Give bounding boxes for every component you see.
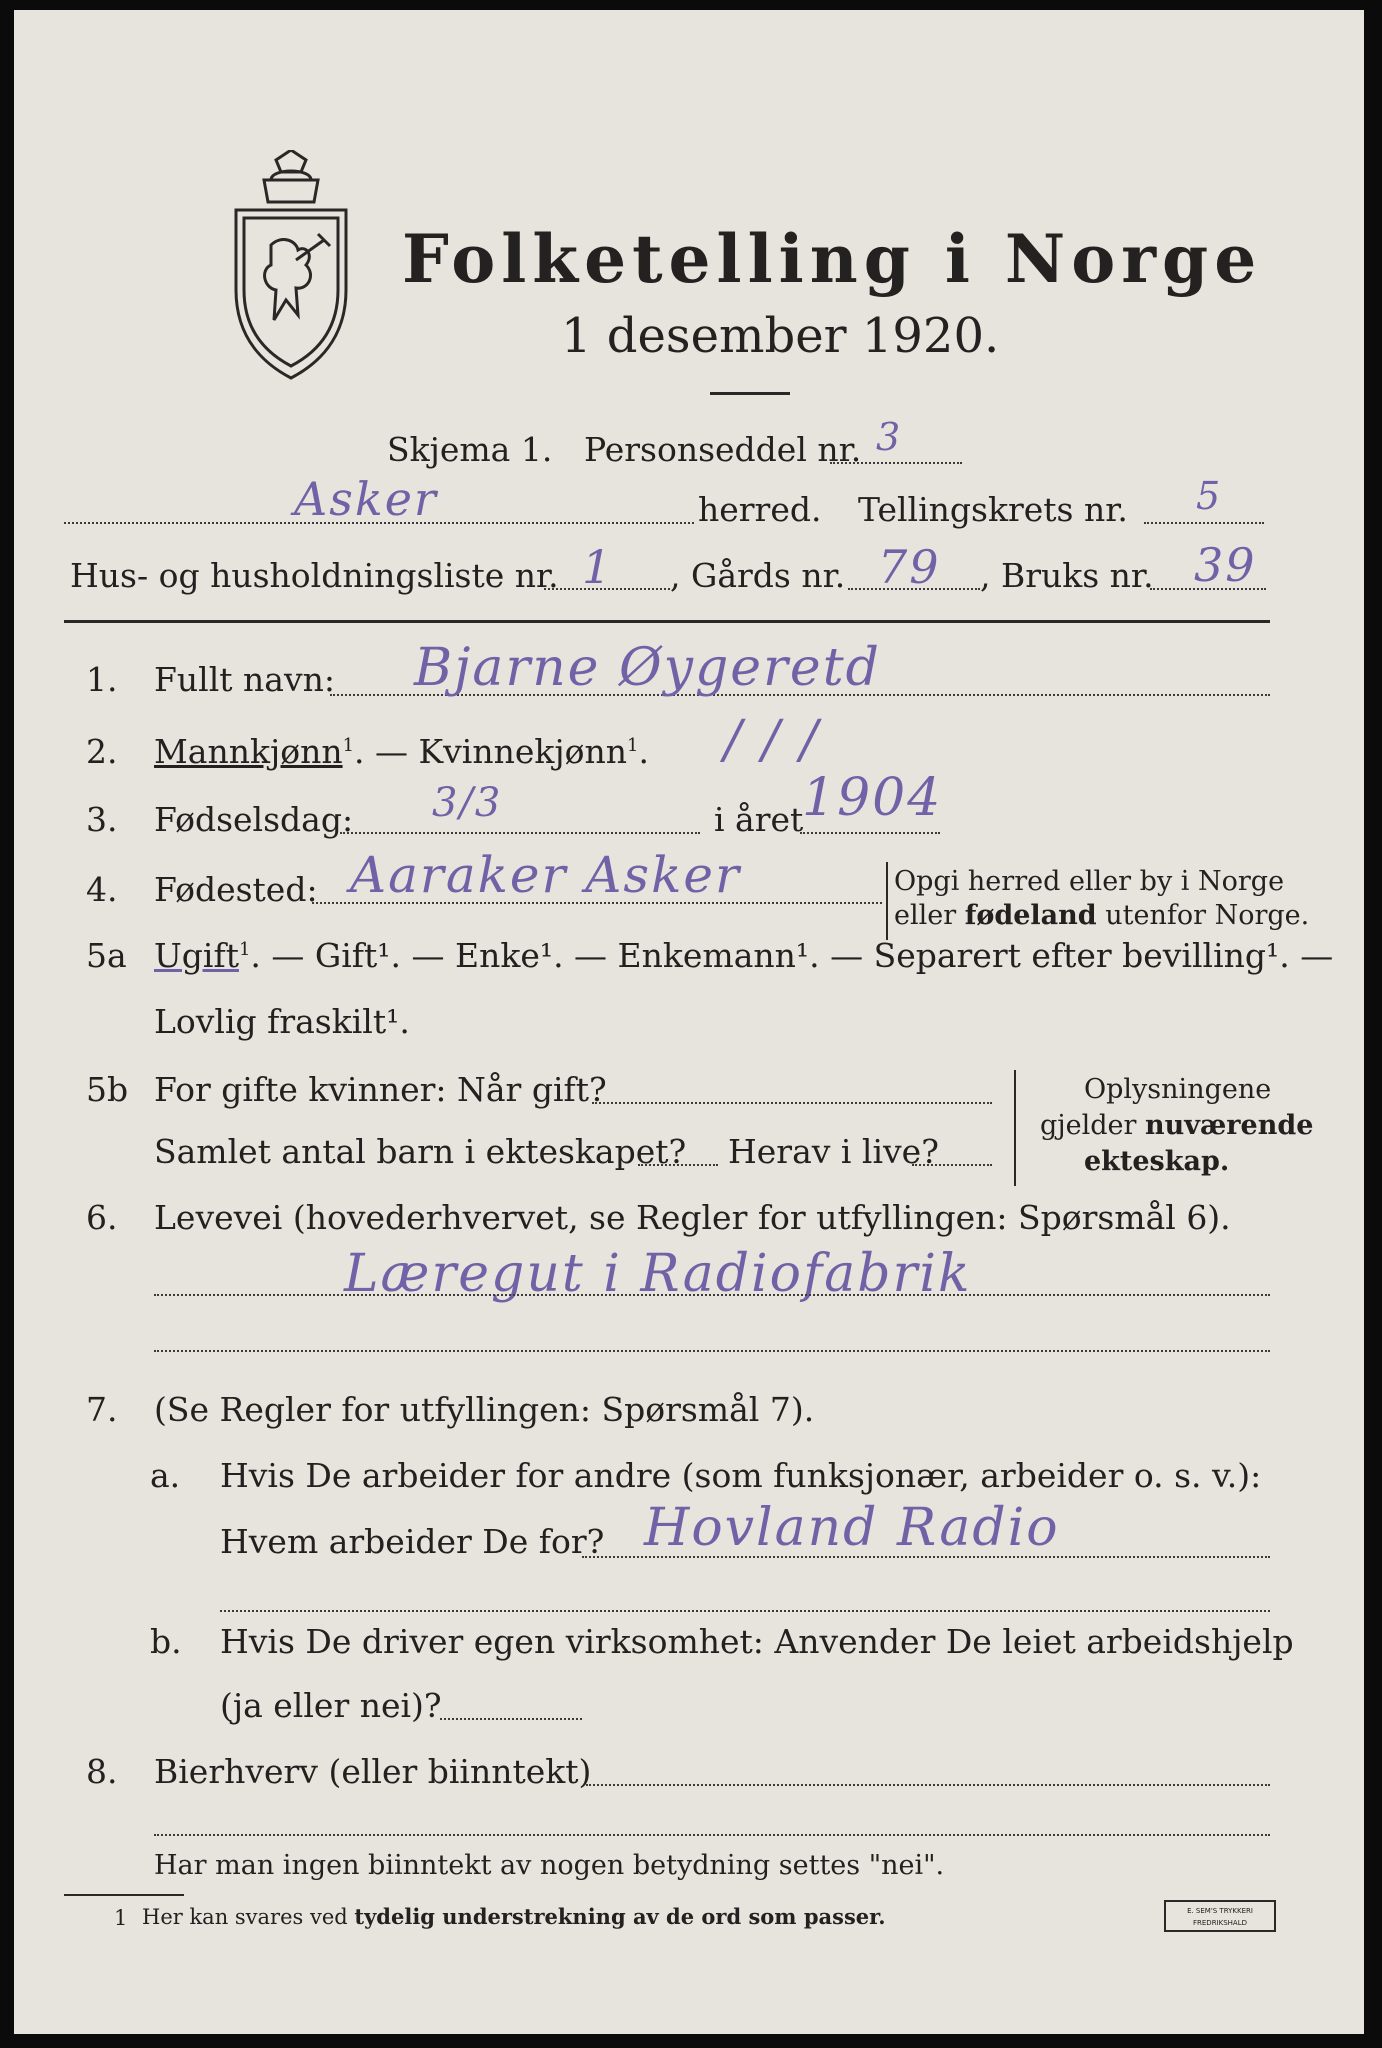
lovlig-fraskilt-option[interactable]: Lovlig fraskilt¹. xyxy=(154,1002,410,1041)
q4-label: Fødested: xyxy=(154,870,318,909)
q4-number: 4. xyxy=(86,870,118,909)
q2-handwritten-marks: / / / xyxy=(724,710,820,770)
census-form-page xyxy=(14,10,1364,2034)
q1-label: Fullt navn: xyxy=(154,660,335,699)
full-name-value[interactable]: Bjarne Øygeretd xyxy=(414,638,881,698)
q1-number: 1. xyxy=(86,660,118,699)
footnote-marker: 1 xyxy=(114,1906,128,1930)
footnote-text: Her kan svares ved tydelig understrekning av de ord som passer. xyxy=(142,1904,886,1929)
printer-stamp: E. SEM'S TRYKKERI FREDRIKSHALD xyxy=(1164,1900,1276,1932)
q5b-line2b: Herav i live? xyxy=(728,1132,939,1171)
tellingskrets-label: Tellingskrets nr. xyxy=(858,490,1128,529)
gards-value[interactable]: 79 xyxy=(878,540,941,594)
q5b-line2: Samlet antal barn i ekteskapet? xyxy=(154,1132,687,1171)
form-date: 1 desember 1920. xyxy=(561,308,1000,364)
q7a-line2: Hvem arbeider De for? xyxy=(220,1522,605,1561)
title-divider xyxy=(710,392,790,395)
q7b-line2: (ja eller nei)? xyxy=(220,1686,442,1725)
q5b-note3: ekteskap. xyxy=(1084,1146,1230,1177)
q4-note-line2: eller fødeland utenfor Norge. xyxy=(894,900,1310,931)
employer-value[interactable]: Hovland Radio xyxy=(644,1498,1060,1558)
birthplace-value[interactable]: Aaraker Asker xyxy=(350,846,741,904)
q4-note-line1: Opgi herred eller by i Norge xyxy=(894,866,1285,897)
tellingskrets-value[interactable]: 5 xyxy=(1196,474,1223,518)
kvinnekjonn-option[interactable]: . — Kvinnekjønn xyxy=(354,732,627,771)
q7a-letter: a. xyxy=(150,1456,181,1495)
norwegian-coat-of-arms-icon xyxy=(226,150,356,380)
q5b-line1: For gifte kvinner: Når gift? xyxy=(154,1070,607,1109)
q2-number: 2. xyxy=(86,732,118,771)
birthyear-value[interactable]: 1904 xyxy=(802,768,943,828)
q6-number: 6. xyxy=(86,1198,118,1237)
civil-status-options[interactable]: . — Gift¹. — Enke¹. — Enkemann¹. — Separert efter bevilling¹. — xyxy=(250,936,1334,975)
q7b-letter: b. xyxy=(150,1622,182,1661)
q7-number: 7. xyxy=(86,1390,118,1429)
mannkjonn-option[interactable]: Mannkjønn xyxy=(154,732,343,771)
birthdate-value[interactable]: 3/3 xyxy=(432,780,503,826)
bruks-value[interactable]: 39 xyxy=(1194,538,1257,592)
q5a-options[interactable]: Ugift$^1$. — Gift¹. — Enke¹. — Enkemann¹. — Separert efter bevilling¹. — xyxy=(154,936,1334,975)
q7a-line1: Hvis De arbeider for andre (som funksjonær, arbeider o. s. v.): xyxy=(220,1456,1262,1495)
header-rule xyxy=(64,620,1270,623)
year-label: i året xyxy=(714,800,804,839)
husholdningsliste-label: Hus- og husholdningsliste nr. xyxy=(70,556,559,595)
personseddel-value[interactable]: 3 xyxy=(876,415,903,459)
skjema-label: Skjema 1. xyxy=(387,430,553,469)
occupation-value[interactable]: Læregut i Radiofabrik xyxy=(344,1244,972,1304)
q5b-note2: gjelder nuværende xyxy=(1040,1110,1314,1141)
personseddel-label: Personseddel nr. xyxy=(584,430,862,469)
q7b-line1: Hvis De driver egen virksomhet: Anvender De leiet arbeidshjelp xyxy=(220,1622,1294,1661)
q8-number: 8. xyxy=(86,1752,118,1791)
ugift-option[interactable]: Ugift xyxy=(154,936,239,975)
q3-label: Fødselsdag: xyxy=(154,800,354,839)
biinntekt-note: Har man ingen biinntekt av nogen betydning settes "nei". xyxy=(154,1850,945,1881)
q6-label: Levevei (hovederhvervet, se Regler for utfyllingen: Spørsmål 6). xyxy=(154,1198,1231,1237)
q2-options[interactable]: Mannkjønn$^1$. — Kvinnekjønn$^1$. xyxy=(154,732,649,771)
q5b-note1: Oplysningene xyxy=(1084,1074,1272,1105)
herred-label: herred. xyxy=(698,490,822,529)
q5b-number: 5b xyxy=(86,1070,129,1109)
herred-value[interactable]: Asker xyxy=(294,472,438,526)
husholdningsliste-value[interactable]: 1 xyxy=(582,540,614,594)
form-title: Folketelling i Norge xyxy=(402,220,1263,298)
q8-label: Bierhverv (eller biinntekt) xyxy=(154,1752,592,1791)
q3-number: 3. xyxy=(86,800,118,839)
bruks-label: , Bruks nr. xyxy=(980,556,1154,595)
gards-label: , Gårds nr. xyxy=(670,556,846,595)
q5a-number: 5a xyxy=(86,936,127,975)
q7-label: (Se Regler for utfyllingen: Spørsmål 7). xyxy=(154,1390,815,1429)
